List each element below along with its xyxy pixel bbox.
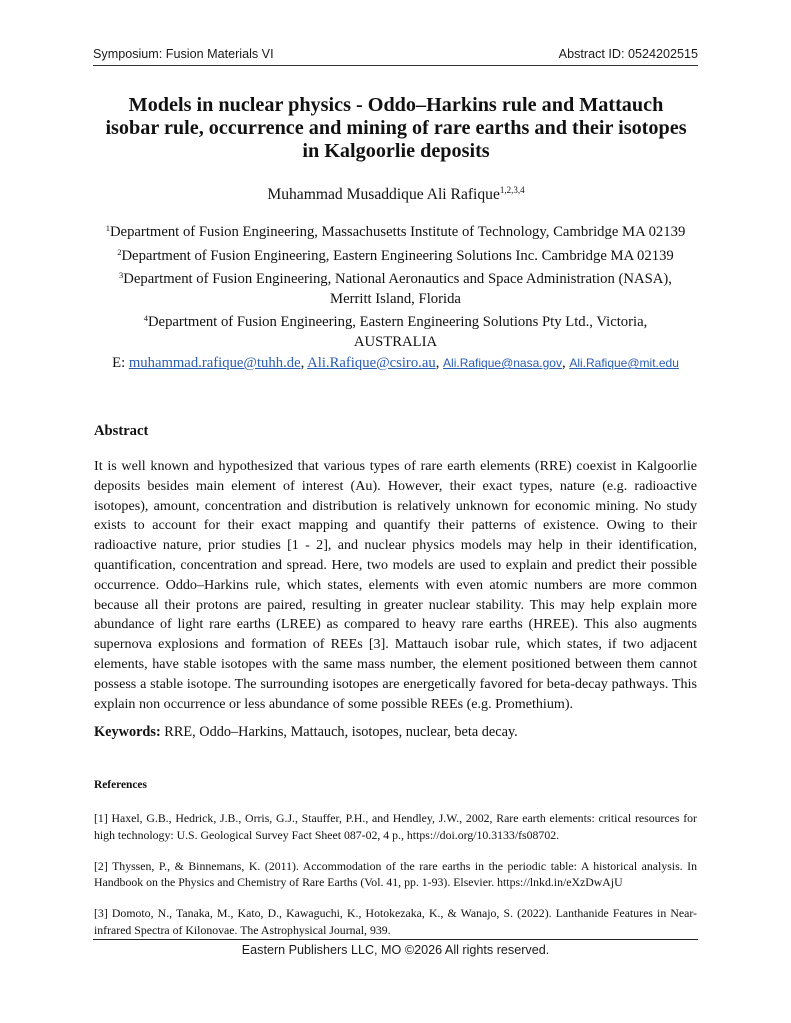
- author-name: Muhammad Musaddique Ali Rafique: [267, 186, 500, 203]
- email-separator: ,: [300, 355, 308, 371]
- reference-item-1: [1] Haxel, G.B., Hedrick, J.B., Orris, G.J., Stauffer, P.H., and Hendley, J.W., 2002, Rare earth elements: critical resources for high technology: U.S. Geological Survey Fact Sheet 087-02, 4 p., https://doi.org/10.3133/fs08702.: [94, 811, 697, 842]
- abstract-body: It is well known and hypothesized that various types of rare earth elements (RRE) coexist in Kalgoorlie deposits besides main element of interest (Au). However, their exact types, nature (e.g. radioactive isotopes), amount, concentration and distribution is relatively unknown for economic mining. No study exists to account for their exact mapping and quantify their patterns of existence. Owing to their radioactive nature, prior studies [1 - 2], and nuclear physics models may help in their identification, quantification, concentration and spread. Here, two models are used to explain and predict their possible occurrence. Oddo–Harkins rule, which states, elements with even atomic numbers are more common because all their protons are paired, resulting in greater nuclear stability. This may help explain more abundance of light rare earths (LREE) as compared to heavy rare earths (HREE). This also augments supernova explosions and formation of REEs [3]. Mattauch isobar rule, which states, if two adjacent elements, have stable isotopes with the same mass number, the element positioned between them cannot possess a stable isotope. The surrounding isotopes are energetically favored for beta-decay pathways. This explain non occurrence or less abundance of some possible REEs (e.g. Promethium).: [94, 458, 697, 712]
- affiliation-text: Department of Fusion Engineering, Eastern Engineering Solutions Pty Ltd., Victoria,: [147, 314, 648, 330]
- references-heading: References: [94, 779, 147, 791]
- title-line-2: isobar rule, occurrence and mining of rare earths and their isotopes: [105, 117, 687, 139]
- affiliation-1: [93, 219, 698, 243]
- abstract-heading: Abstract: [94, 423, 149, 439]
- title-line-1: Models in nuclear physics - Oddo–Harkins rule and Mattauch: [128, 94, 664, 116]
- affiliation-2: [93, 243, 698, 267]
- symposium-name: Symposium: Fusion Materials VI: [93, 47, 274, 61]
- author-line: [95, 185, 697, 204]
- author-affiliation-marks: 1,2,3,4: [499, 185, 525, 195]
- paper-title: [95, 94, 697, 163]
- email-prefix: E:: [112, 355, 129, 371]
- email-link-mit[interactable]: Ali.Rafique@mit.edu: [569, 356, 679, 370]
- keywords-label: Keywords:: [94, 724, 161, 740]
- abstract-id: Abstract ID: 0524202515: [558, 47, 698, 61]
- email-link-csiro[interactable]: Ali.Rafique@csiro.au: [307, 355, 436, 371]
- affiliations: [93, 219, 698, 352]
- page-footer: Eastern Publishers LLC, MO ©2026 All rights reserved.: [93, 939, 698, 957]
- affiliation-4-cont: AUSTRALIA: [353, 333, 438, 350]
- keywords-line: [94, 724, 697, 741]
- affiliation-text: Department of Fusion Engineering, National Aeronautics and Space Administration (NASA),: [123, 271, 672, 287]
- affiliation-3: [93, 266, 698, 290]
- reference-item-3: [3] Domoto, N., Tanaka, M., Kato, D., Kawaguchi, K., Hotokezaka, K., & Wanajo, S. (2022). Lanthanide Features in Near-infrared Spectra of Kilonovae. The Astrophysical Journal, 939.: [94, 906, 697, 937]
- affiliation-mark: 1: [105, 223, 110, 233]
- email-link-tuhh[interactable]: muhammad.rafique@tuhh.de: [128, 355, 301, 371]
- email-link-nasa[interactable]: Ali.Rafique@nasa.gov: [443, 356, 562, 370]
- reference-item-2: [2] Thyssen, P., & Binnemans, K. (2011). Accommodation of the rare earths in the periodic table: A historical analysis. In Handbook on the Physics and Chemistry of Rare Earths (Vol. 41, pp. 1-93). Elsevier. https://lnkd.in/eXzDwAjU: [94, 858, 697, 889]
- affiliation-mark: 4: [143, 313, 148, 323]
- email-separator: ,: [561, 355, 570, 371]
- title-line-3: in Kalgoorlie deposits: [302, 140, 490, 162]
- keywords-text: RRE, Oddo–Harkins, Mattauch, isotopes, nuclear, beta decay.: [160, 724, 518, 740]
- affiliation-mark: 2: [117, 246, 122, 257]
- affiliation-text: Department of Fusion Engineering, Massachusetts Institute of Technology, Cambridge MA 02139: [109, 224, 686, 240]
- affiliation-mark: 3: [119, 270, 124, 280]
- affiliation-text: Department of Fusion Engineering, Eastern Engineering Solutions Inc. Cambridge MA 02139: [121, 247, 674, 264]
- affiliation-3-cont: Merritt Island, Florida: [330, 290, 461, 307]
- page-header: [93, 45, 698, 66]
- references-list: [94, 810, 697, 953]
- email-separator: ,: [435, 355, 444, 371]
- email-line: [93, 355, 698, 372]
- affiliation-4: [93, 309, 698, 333]
